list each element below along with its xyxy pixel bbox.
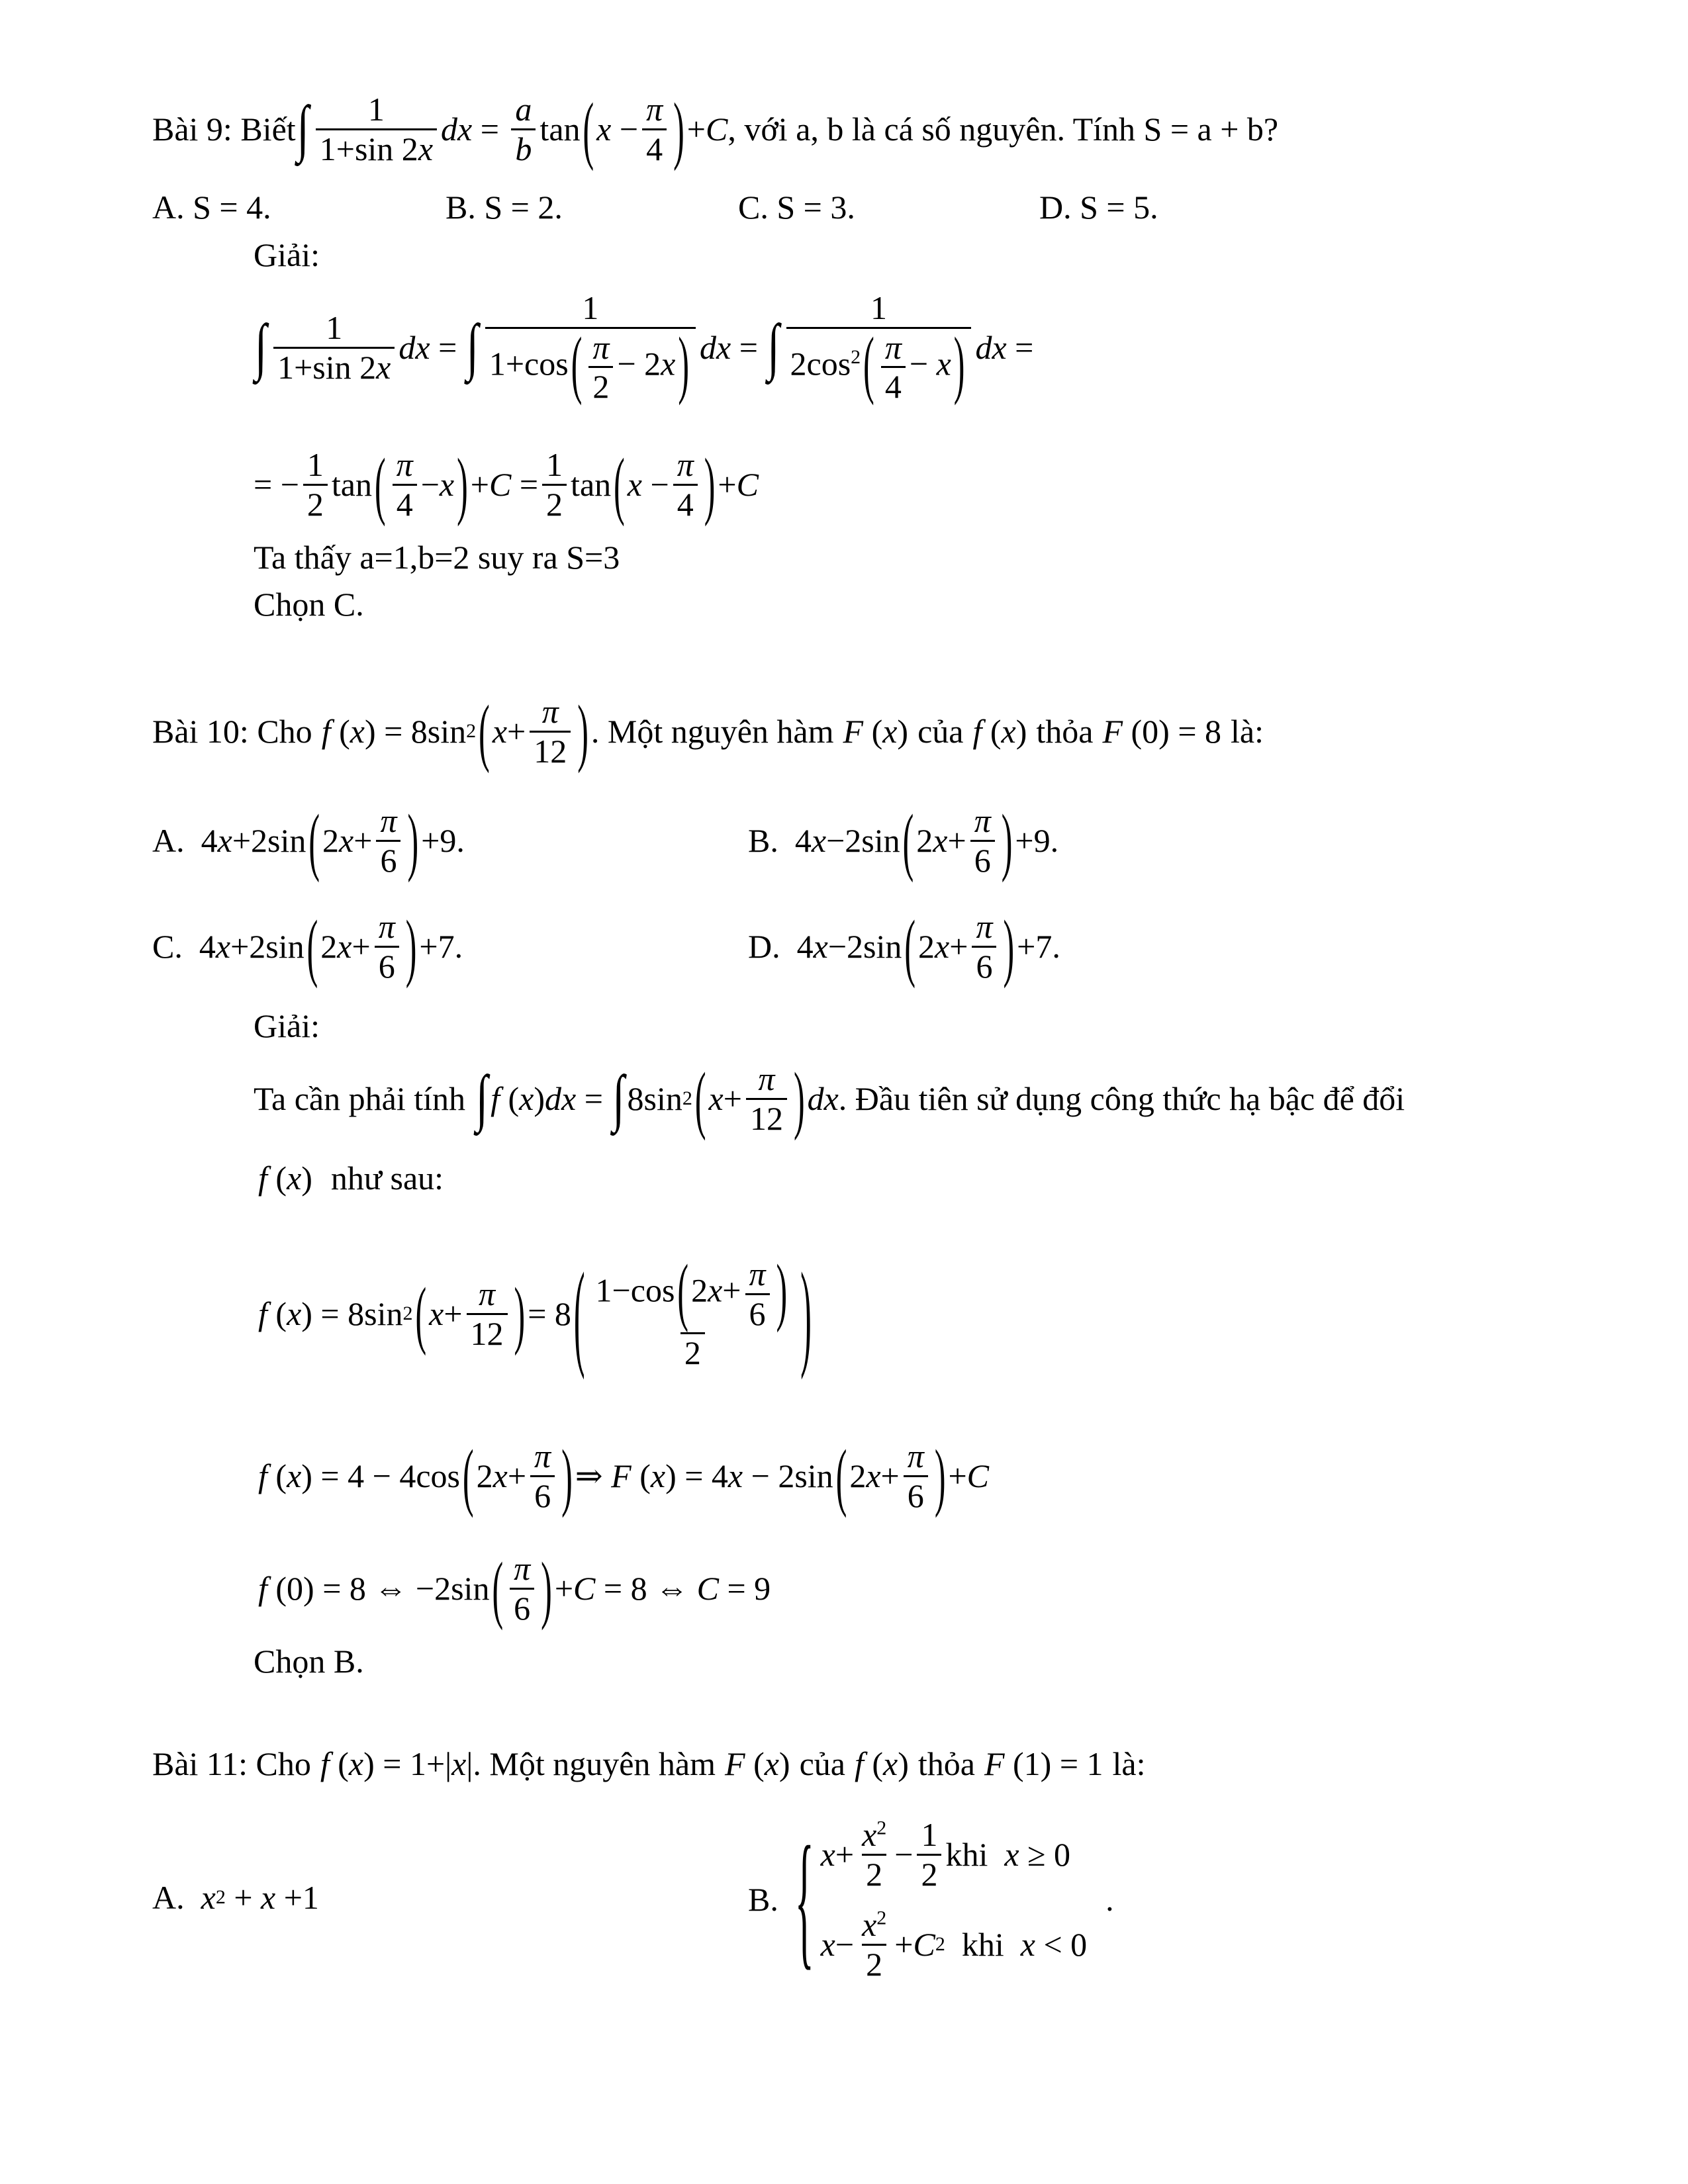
bai9-solution-label: Giải: bbox=[254, 236, 320, 273]
bai11-option-a: A. x 2 + x +1 bbox=[152, 1879, 319, 1916]
bai10-equation-3: f (0) = 8 ⇔ −2sin ( $\frac{\pi}{6}$ ) + C = 8 ⇔ C = 9 bbox=[258, 1545, 771, 1631]
case-nonnegative: x + $\frac{x^2}{2}$ − $\frac{1}{2}$ khi x ≥ 0 bbox=[820, 1816, 1071, 1893]
left-brace: { bbox=[794, 1816, 814, 1983]
bai10-solution-line-1: Ta cần phải tính ∫ f ( x ) dx = ∫ 8sin 2 ( x + $\frac{\pi}{12}$ ) dx . Đầu tiên sử dụng công thức hạ bậc để đổi bbox=[254, 1056, 1405, 1142]
bai9-option-a: A. S = 4. bbox=[152, 189, 271, 226]
bai10-label: Bài 10: Cho bbox=[152, 713, 312, 750]
bai10-answer: Chọn B. bbox=[254, 1643, 364, 1680]
bai11-question-of: của bbox=[799, 1745, 845, 1782]
bai10-solution-line-2: f ( x ) như sau: bbox=[258, 1160, 444, 1197]
bai10-option-a: A. 4 x +2sin ( 2 x + $\frac{\pi}{6}$ ) +9. bbox=[152, 797, 465, 884]
bai10-question-satisfy: thỏa bbox=[1036, 713, 1094, 750]
bai9-condition: , với a, b là cá số nguyên. Tính S = a + b? bbox=[727, 111, 1279, 148]
bai11-question-end: là: bbox=[1112, 1745, 1146, 1782]
bai10-solution-label: Giải: bbox=[254, 1007, 320, 1044]
bai11-question-satisfy: thỏa bbox=[917, 1745, 975, 1782]
bai10-question-end: là: bbox=[1231, 713, 1264, 750]
bai9-option-d: D. S = 5. bbox=[1039, 189, 1158, 226]
bai9-label: Bài 9: Biết bbox=[152, 111, 296, 148]
bai9-equation-2: = − $\frac{1}{2}$ tan ( $\frac{\pi}{4}$ − x ) + C = $\frac{1}{2}$ tan ( x − $\frac{\pi}{4}$ ) + C bbox=[254, 441, 759, 527]
bai9-conclusion: Ta thấy a=1,b=2 suy ra S=3 bbox=[254, 539, 620, 576]
bai9-question: Bài 9: Biết ∫ $\frac{1}{1+\sin 2x}$ dx = $\frac{a}{b}$ tan ( x − $\frac{\pi}{4}$ ) + C , với a, b là cá số nguyên. Tính S = a + b? bbox=[152, 86, 1279, 172]
bai11-label: Bài 11: Cho bbox=[152, 1745, 311, 1782]
bai10-option-b: B. 4 x −2sin ( 2 x + $\frac{\pi}{6}$ ) +9. bbox=[748, 797, 1059, 884]
fraction: $\frac{1}{1+\sin 2x}$ bbox=[316, 92, 437, 166]
bai11-option-b: B. { x + $\frac{x^2}{2}$ − $\frac{1}{2}$ khi x ≥ 0 x − $\frac{x^2}{2}$ + C 2 khi x < 0 . bbox=[748, 1807, 1114, 1992]
bai9-options bbox=[152, 187, 1211, 227]
bai10-question: Bài 10: Cho f ( x ) = 8sin 2 ( x + $\frac{\pi}{12}$ ) . Một nguyên hàm F ( x ) của f ( x ) thỏa F (0) = 8 là: bbox=[152, 688, 1264, 774]
bai10-option-d: D. 4 x −2sin ( 2 x + $\frac{\pi}{6}$ ) +7. bbox=[748, 903, 1060, 989]
fraction: $\frac{a}{b}$ bbox=[511, 92, 536, 166]
bai9-option-c: C. S = 3. bbox=[738, 189, 855, 226]
bai10-question-of: của bbox=[917, 713, 964, 750]
bai11-question-mid: . Một nguyên hàm bbox=[473, 1745, 716, 1782]
bai9-answer: Chọn C. bbox=[254, 586, 364, 623]
bai10-equation-1: f ( x ) = 8sin 2 ( x + $\frac{\pi}{12}$ ) = 8 ( 1−cos(2x+ $\frac{\pi}{6}$ ) 2 ) bbox=[258, 1247, 812, 1381]
bai9-option-b: B. S = 2. bbox=[445, 189, 563, 226]
bai11-question: Bài 11: Cho f ( x ) = 1+| x | . Một nguyên hàm F ( x ) của f ( x ) thỏa F (1) = 1 là: bbox=[152, 1745, 1146, 1782]
case-negative: x − $\frac{x^2}{2}$ + C 2 khi x < 0 bbox=[820, 1906, 1088, 1983]
bai10-question-mid: . Một nguyên hàm bbox=[590, 713, 834, 750]
piecewise-cases bbox=[821, 1817, 1087, 1981]
integral-sign: ∫ bbox=[297, 93, 309, 164]
bai10-option-c: C. 4 x +2sin ( 2 x + $\frac{\pi}{6}$ ) +7. bbox=[152, 903, 463, 989]
bai9-equation-1: ∫ $\frac{1}{1+\sin 2x}$ dx = ∫ 1 1+cos( $\frac{\pi}{2}$ − 2x) dx = ∫ 1 $2\cos^2$( $\frac{\pi}{4}$ − x) dx = bbox=[255, 289, 1034, 406]
bai10-equation-2: f ( x ) = 4 − 4cos ( 2 x + $\frac{\pi}{6}$ ) ⇒ F ( x ) = 4 x − 2sin ( 2 x + $\frac{\pi}{6}$ ) + C bbox=[258, 1433, 990, 1519]
